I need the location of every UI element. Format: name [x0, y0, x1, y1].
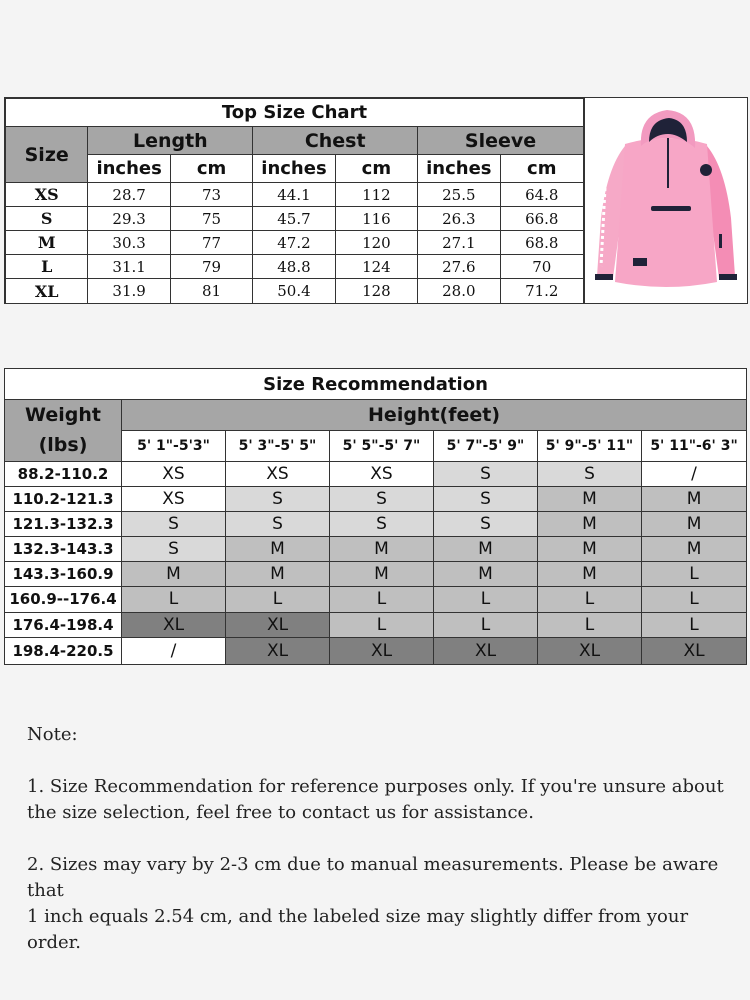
- measurement-cell: 77: [170, 231, 252, 255]
- measurement-cell: 30.3: [88, 231, 170, 255]
- measurement-cell: 128: [335, 279, 417, 304]
- size-cell: XS: [330, 461, 434, 486]
- note-item: 1. Size Recommendation for reference purposes only. If you're unsure about the size selection, feel free to contact us for assistance.: [27, 776, 724, 823]
- size-cell: S: [226, 486, 330, 511]
- weight-range: 176.4-198.4: [5, 612, 122, 637]
- measurement-cell: 28.0: [418, 279, 500, 304]
- height-range-header: 5' 1"-5'3": [122, 430, 226, 461]
- size-cell: M: [642, 486, 747, 511]
- size-cell: M: [330, 537, 434, 562]
- table-row: [6, 183, 584, 207]
- measurement-cell: 120: [335, 231, 417, 255]
- measurement-cell: 26.3: [418, 207, 500, 231]
- size-cell: L: [642, 587, 747, 612]
- size-cell: L: [330, 587, 434, 612]
- weight-header: Weight (lbs): [5, 400, 122, 461]
- size-cell: XS: [122, 486, 226, 511]
- height-range-header: 5' 5"-5' 7": [330, 430, 434, 461]
- size-cell: M: [434, 562, 538, 587]
- size-cell: XL: [642, 637, 747, 664]
- size-cell: XL: [538, 637, 642, 664]
- size-label: XS: [6, 183, 88, 207]
- measurement-cell: 31.1: [88, 255, 170, 279]
- top-chart-title: Top Size Chart: [6, 99, 584, 127]
- size-cell: XL: [434, 637, 538, 664]
- size-cell: M: [538, 486, 642, 511]
- size-cell: L: [642, 612, 747, 637]
- measurement-cell: 73: [170, 183, 252, 207]
- size-cell: L: [434, 587, 538, 612]
- group-header-chest: Chest: [253, 127, 418, 155]
- group-header-sleeve: Sleeve: [418, 127, 584, 155]
- size-cell: M: [538, 562, 642, 587]
- size-cell: S: [434, 486, 538, 511]
- note-item-line: 2. Sizes may vary by 2-3 cm due to manual measurements. Please be aware that: [27, 854, 719, 901]
- unit-header: inches: [88, 155, 170, 183]
- size-cell: S: [538, 461, 642, 486]
- size-cell: XL: [122, 612, 226, 637]
- note-item-line: 1 inch equals 2.54 cm, and the labeled size may slightly differ from your order.: [27, 906, 689, 953]
- table-row: [6, 255, 584, 279]
- measurement-cell: 25.5: [418, 183, 500, 207]
- measurement-cell: 64.8: [500, 183, 583, 207]
- size-cell: M: [226, 562, 330, 587]
- table-row: [6, 279, 584, 304]
- table-row: [5, 511, 747, 536]
- table-row: [6, 231, 584, 255]
- notes-section: [27, 722, 737, 956]
- size-label: S: [6, 207, 88, 231]
- height-range-header: 5' 7"-5' 9": [434, 430, 538, 461]
- size-label: L: [6, 255, 88, 279]
- size-cell: S: [434, 511, 538, 536]
- recommendation-title: Size Recommendation: [5, 369, 747, 400]
- measurement-cell: 70: [500, 255, 583, 279]
- size-cell: S: [226, 511, 330, 536]
- size-cell: S: [434, 461, 538, 486]
- height-header: Height(feet): [122, 400, 747, 431]
- measurement-cell: 116: [335, 207, 417, 231]
- height-range-header: 5' 9"-5' 11": [538, 430, 642, 461]
- weight-range: 143.3-160.9: [5, 562, 122, 587]
- weight-range: 160.9--176.4: [5, 587, 122, 612]
- product-image: [584, 98, 747, 303]
- unit-header: cm: [500, 155, 583, 183]
- weight-range: 198.4-220.5: [5, 637, 122, 664]
- table-row: [6, 207, 584, 231]
- unit-header: inches: [253, 155, 335, 183]
- size-label: XL: [6, 279, 88, 304]
- size-cell: /: [642, 461, 747, 486]
- height-range-header: 5' 3"-5' 5": [226, 430, 330, 461]
- height-range-header: 5' 11"-6' 3": [642, 430, 747, 461]
- table-row: [5, 612, 747, 637]
- size-cell: L: [122, 587, 226, 612]
- measurement-cell: 27.1: [418, 231, 500, 255]
- size-cell: M: [226, 537, 330, 562]
- size-cell: M: [642, 537, 747, 562]
- size-header: Size: [6, 127, 88, 183]
- unit-header: cm: [335, 155, 417, 183]
- measurement-cell: 28.7: [88, 183, 170, 207]
- measurement-cell: 66.8: [500, 207, 583, 231]
- measurement-cell: 45.7: [253, 207, 335, 231]
- size-cell: /: [122, 637, 226, 664]
- table-row: [5, 562, 747, 587]
- table-row: [5, 486, 747, 511]
- measurement-cell: 81: [170, 279, 252, 304]
- measurement-cell: 29.3: [88, 207, 170, 231]
- size-cell: XL: [330, 637, 434, 664]
- table-row: [5, 537, 747, 562]
- table-row: [5, 461, 747, 486]
- size-recommendation-table: [4, 368, 747, 665]
- top-size-table: [5, 98, 584, 304]
- weight-range: 88.2-110.2: [5, 461, 122, 486]
- pink-hoodie-icon: [585, 98, 747, 301]
- measurement-cell: 79: [170, 255, 252, 279]
- size-cell: S: [330, 511, 434, 536]
- measurement-cell: 112: [335, 183, 417, 207]
- notes-title: Note:: [27, 724, 78, 745]
- measurement-cell: 68.8: [500, 231, 583, 255]
- top-size-chart: [4, 97, 748, 304]
- weight-range: 121.3-132.3: [5, 511, 122, 536]
- table-row: [5, 587, 747, 612]
- size-cell: XL: [226, 612, 330, 637]
- size-cell: L: [538, 612, 642, 637]
- size-label: M: [6, 231, 88, 255]
- size-cell: M: [122, 562, 226, 587]
- measurement-cell: 48.8: [253, 255, 335, 279]
- table-row: [5, 637, 747, 664]
- size-cell: XS: [226, 461, 330, 486]
- measurement-cell: 124: [335, 255, 417, 279]
- weight-range: 110.2-121.3: [5, 486, 122, 511]
- size-cell: M: [538, 537, 642, 562]
- weight-range: 132.3-143.3: [5, 537, 122, 562]
- size-cell: L: [642, 562, 747, 587]
- measurement-cell: 44.1: [253, 183, 335, 207]
- size-cell: S: [122, 511, 226, 536]
- measurement-cell: 27.6: [418, 255, 500, 279]
- size-cell: XS: [122, 461, 226, 486]
- size-cell: L: [226, 587, 330, 612]
- measurement-cell: 75: [170, 207, 252, 231]
- unit-header: inches: [418, 155, 500, 183]
- group-header-length: Length: [88, 127, 253, 155]
- size-cell: L: [538, 587, 642, 612]
- measurement-cell: 50.4: [253, 279, 335, 304]
- size-cell: L: [330, 612, 434, 637]
- size-cell: M: [330, 562, 434, 587]
- measurement-cell: 71.2: [500, 279, 583, 304]
- unit-header: cm: [170, 155, 252, 183]
- size-cell: XL: [226, 637, 330, 664]
- size-cell: S: [330, 486, 434, 511]
- measurement-cell: 47.2: [253, 231, 335, 255]
- size-cell: M: [642, 511, 747, 536]
- size-cell: M: [538, 511, 642, 536]
- measurement-cell: 31.9: [88, 279, 170, 304]
- size-cell: M: [434, 537, 538, 562]
- size-cell: L: [434, 612, 538, 637]
- size-cell: S: [122, 537, 226, 562]
